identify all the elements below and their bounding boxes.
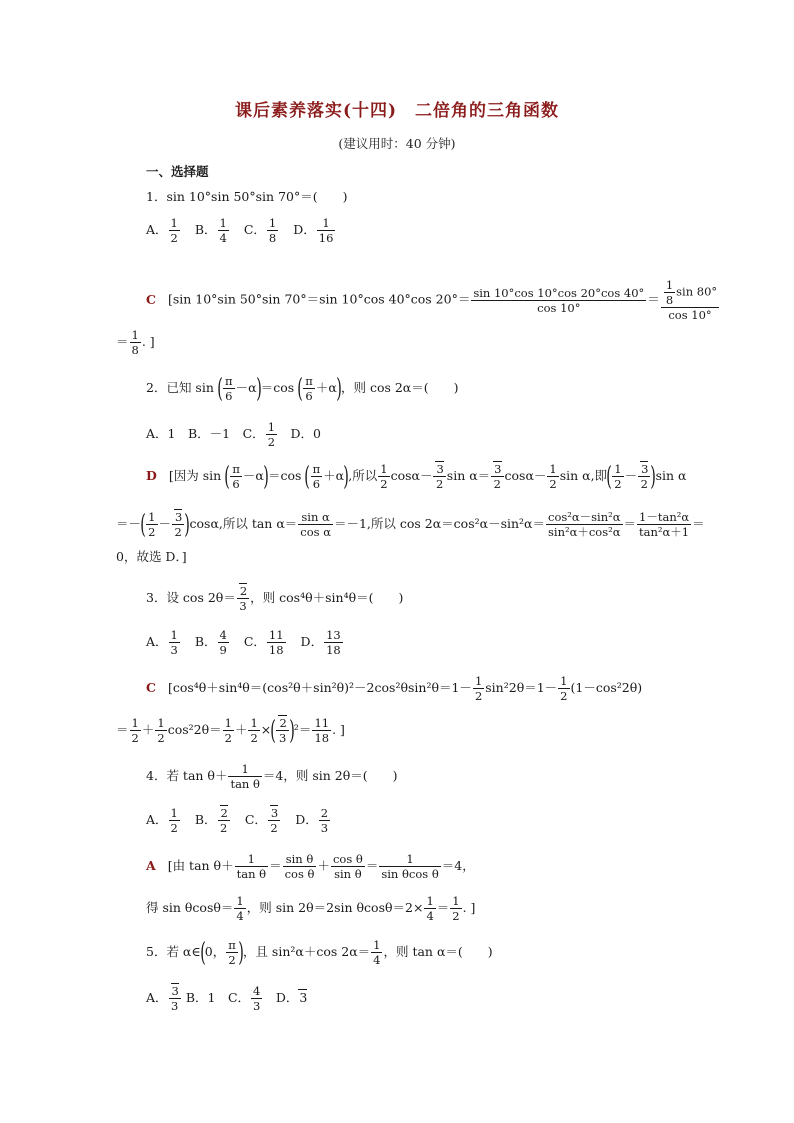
q3-answer: C (146, 680, 156, 695)
q3-solution: C [cos⁴θ＋sin⁴θ＝(cos²θ＋sin²θ)²－2cos²θsin²θ＝1－ $\frac{1}{2}$ sin²2θ＝1－ $\frac{1}{2}$ (1－cos²2θ) (146, 674, 643, 703)
q3-options: A． $\frac{1}{3}$ B． $\frac{4}{9}$ C． $\frac{11}{18}$ D． $\frac{13}{18}$ (146, 628, 341, 657)
q1-options: A． $\frac{1}{2}$ B． $\frac{1}{4}$ C． $\frac{1}{8}$ D． $\frac{1}{16}$ (146, 216, 334, 245)
q2-solution-end: 0，故选 D．] (116, 549, 187, 564)
page-subtitle: (建议用时：40 分钟) (338, 136, 456, 151)
q1-answer: C (146, 291, 156, 307)
q5-stem: 5．若 α∈(0， $\frac{\pi}{2}$ )，且 sin²α＋cos 2α＝ $\frac{1}{4}$ ，则 tan α＝( ) (146, 937, 493, 968)
section-heading: 一、选择题 (146, 164, 209, 179)
q4-stem: 4．若 tan θ＋ $\frac{1}{\text{tan θ}}$ ＝4，则 sin 2θ＝( ) (146, 762, 398, 791)
q4-solution-cont: 得 sin θcosθ＝ $\frac{1}{4}$ ，则 sin 2θ＝2sin θcosθ＝2× $\frac{1}{4}$ ＝ $\frac{1}{2}$ . ] (146, 894, 476, 923)
q2-solution: D [因为 sin ( $\frac{\pi}{6}$ －α)＝cos ( $\frac{\pi}{6}$ ＋α),所以 $\frac{1}{2}$ cosα－ $\frac{3}{2}$ sin α＝ $\frac{3}{2}$ cosα－ $\frac{1}{2}$ sin α,即( $\frac{1}{2}$ － $\frac{3}{2}$ )sin α (146, 461, 687, 492)
q1-solution: C [sin 10°sin 50°sin 70°＝sin 10°cos 40°cos 20°＝ $\frac{\sin 10^\circ\cos 10^\circ\cos 20^\circ\cos 40^\circ}{\cos 10^\circ}$ ＝ $\frac{1}{8}$ sin 80° cos 10° (146, 278, 718, 322)
q2-options: A．1 B．－1 C． $\frac{1}{2}$ D．0 (146, 420, 321, 449)
q4-options: A． $\frac{1}{2}$ B． $\frac{2}{2}$ C． $\frac{3}{2}$ D． $\frac{2}{3}$ (146, 806, 329, 835)
q5-options: A． $\frac{3}{3}$ B．1 C． $\frac{4}{3}$ D．3 (146, 984, 308, 1013)
q1-solution-cont: ＝ $\frac{1}{8}$ . ] (116, 328, 155, 357)
q3-stem: 3．设 cos 2θ＝ $\frac{2}{3}$ ，则 cos⁴θ＋sin⁴θ＝( ) (146, 584, 404, 613)
q4-solution: A [由 tan θ＋ $\frac{1}{\text{tan θ}}$ ＝ $\frac{\text{sin θ}}{\text{cos θ}}$ ＋ $\frac{\text{cos θ}}{\text{sin θ}}$ ＝ $\frac{1}{\text{sin θcos θ}}$ ＝4， (146, 852, 475, 881)
q3-solution-cont: ＝ $\frac{1}{2}$ ＋ $\frac{1}{2}$ cos²2θ＝ $\frac{1}{2}$ ＋ $\frac{1}{2}$ ×( $\frac{2}{3}$ )²＝ $\frac{11}{18}$ . ] (116, 715, 345, 746)
page-title: 课后素养落实(十四) 二倍角的三角函数 (234, 101, 560, 121)
q4-answer: A (146, 858, 156, 873)
q2-solution-cont: ＝－( $\frac{1}{2}$ － $\frac{3}{2}$ )cosα,所以 tan α＝ $\frac{\text{sin α}}{\text{cos α}}$ ＝－1,所以 cos 2α＝cos²α－sin²α＝ $\frac{\text{cos²α－sin²α}}{\text{sin²α＋cos²α}}$ ＝ $\frac{\text{1－tan²α}}{\text{tan²α＋1}}$ ＝ (116, 509, 705, 540)
q1-stem: 1．sin 10°sin 50°sin 70°＝( ) (146, 189, 348, 204)
q2-stem: 2．已知 sin ( $\frac{\pi}{6}$ －α)＝cos ( $\frac{\pi}{6}$ ＋α)，则 cos 2α＝( ) (146, 373, 459, 404)
q2-answer: D (146, 468, 157, 483)
